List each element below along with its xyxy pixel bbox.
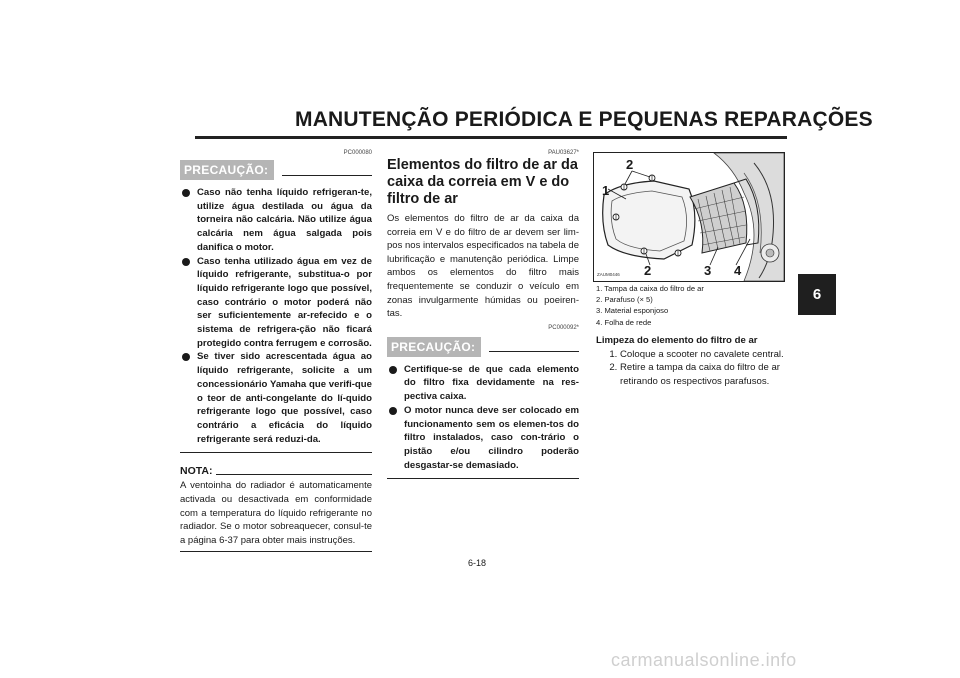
subsection-heading: Limpeza do elemento do filtro de ar <box>596 334 758 346</box>
list-item: Caso não tenha líquido refrigeran-te, utilize água destilada ou água da torneira não calcária. Não utilize água calcária nem água salgada pois danifica o motor. <box>180 186 372 255</box>
legend-item: 3. Material esponjoso <box>596 306 669 316</box>
figure-legend <box>596 283 786 328</box>
bullet-icon <box>182 189 190 197</box>
callout-label: 2 <box>644 263 652 278</box>
list-item: 1. Coloque a scooter no cavalete central. <box>620 348 786 362</box>
chapter-tab: 6 <box>798 274 836 315</box>
bullet-icon <box>389 407 397 415</box>
caution-end-rule <box>180 452 372 453</box>
bullet-icon <box>182 353 190 361</box>
bullet-icon <box>389 366 397 374</box>
steps-list <box>596 348 786 389</box>
note-rule <box>216 474 372 475</box>
watermark: carmanualsonline.info <box>611 650 797 670</box>
list-item: Certifique-se de que cada elemento do filtro fixa devidamente na res-pectiva caixa. <box>387 363 579 404</box>
air-filter-illustration <box>594 153 784 281</box>
right-column <box>596 283 786 388</box>
page-title: MANUTENÇÃO PERIÓDICA E PEQUENAS REPARAÇÕES <box>295 108 873 131</box>
caution-list <box>387 363 579 473</box>
caution-rule <box>282 175 372 176</box>
callout-label: 3 <box>704 263 712 278</box>
caution-badge: PRECAUÇÃO: <box>180 160 274 180</box>
middle-column <box>387 150 579 479</box>
caution-code: PC000092* <box>548 324 579 331</box>
caution-end-rule <box>387 478 579 479</box>
legend-item: 2. Parafuso (× 5) <box>596 295 653 305</box>
note-label: NOTA: <box>180 465 213 478</box>
callout-label: 1 <box>602 183 610 198</box>
callout-label: 2 <box>626 157 634 172</box>
caution-header <box>180 160 372 180</box>
note-text: A ventoinha do radiador é automaticamente activada ou desactivada em conformidade com a temperatura do líquido refrigerante no radiador. Se o motor sobreaquecer, consul-te a página 6-37 para obter mais instruções. <box>180 480 372 546</box>
title-rule <box>195 136 787 139</box>
list-item: Se tiver sido acrescentada água ao líquido refrigerante, solicite a um concessionário Yamaha que verifi-que o teor de anti-congelante do lí-quido refrigerante logo que possível, caso contrário a eficácia do líquido refrigerante será reduzi-da. <box>180 350 372 446</box>
air-filter-figure <box>593 152 785 282</box>
image-code: ZAUM0446 <box>597 272 620 277</box>
section-intro: Os elementos do filtro de ar da caixa da correia em V e do filtro de ar devem ser lim-pos nos intervalos especificados na tabela de lubrificação e manutenção periódica. Limpe ambos os elementos do filtro mais frequentemente se conduzir o veículo em zonas invulgarmente húmidas ou poeiren-tas. <box>387 213 579 320</box>
legend-item: 1. Tampa da caixa do filtro de ar <box>596 284 704 293</box>
left-column <box>180 150 372 552</box>
note-end-rule <box>180 551 372 552</box>
caution-code: PC000080 <box>343 150 372 156</box>
caution-header <box>387 337 579 357</box>
bullet-icon <box>182 258 190 266</box>
page-number: 6-18 <box>468 558 487 568</box>
list-item: O motor nunca deve ser colocado em funcionamento sem os elemen-tos do filtro instalados, caso con-trário o pistão e/ou cilindro poderão desgastar-se demasiado. <box>387 404 579 473</box>
legend-item: 4. Folha de rede <box>596 317 652 327</box>
section-heading: Elementos do filtro de ar da caixa da correia em V e do filtro de ar <box>387 157 578 207</box>
caution-list <box>180 186 372 446</box>
callout-label: 4 <box>734 263 742 278</box>
section-code: PAU03627* <box>548 150 579 156</box>
caution-rule <box>489 351 579 352</box>
list-item: Caso tenha utilizado água em vez de líquido refrigerante, substitua-o por líquido refrigerante logo que possível, caso contrário o motor poderá não ser suficientemente ar-refecido e o sistema de refrigera-ção não ficará protegido contra ferrugem e corrosão. <box>180 255 372 351</box>
note-header <box>180 465 372 477</box>
caution-badge: PRECAUÇÃO: <box>387 337 481 357</box>
list-item: 2. Retire a tampa da caixa do filtro de ar retirando os respectivos parafusos. <box>620 361 786 388</box>
